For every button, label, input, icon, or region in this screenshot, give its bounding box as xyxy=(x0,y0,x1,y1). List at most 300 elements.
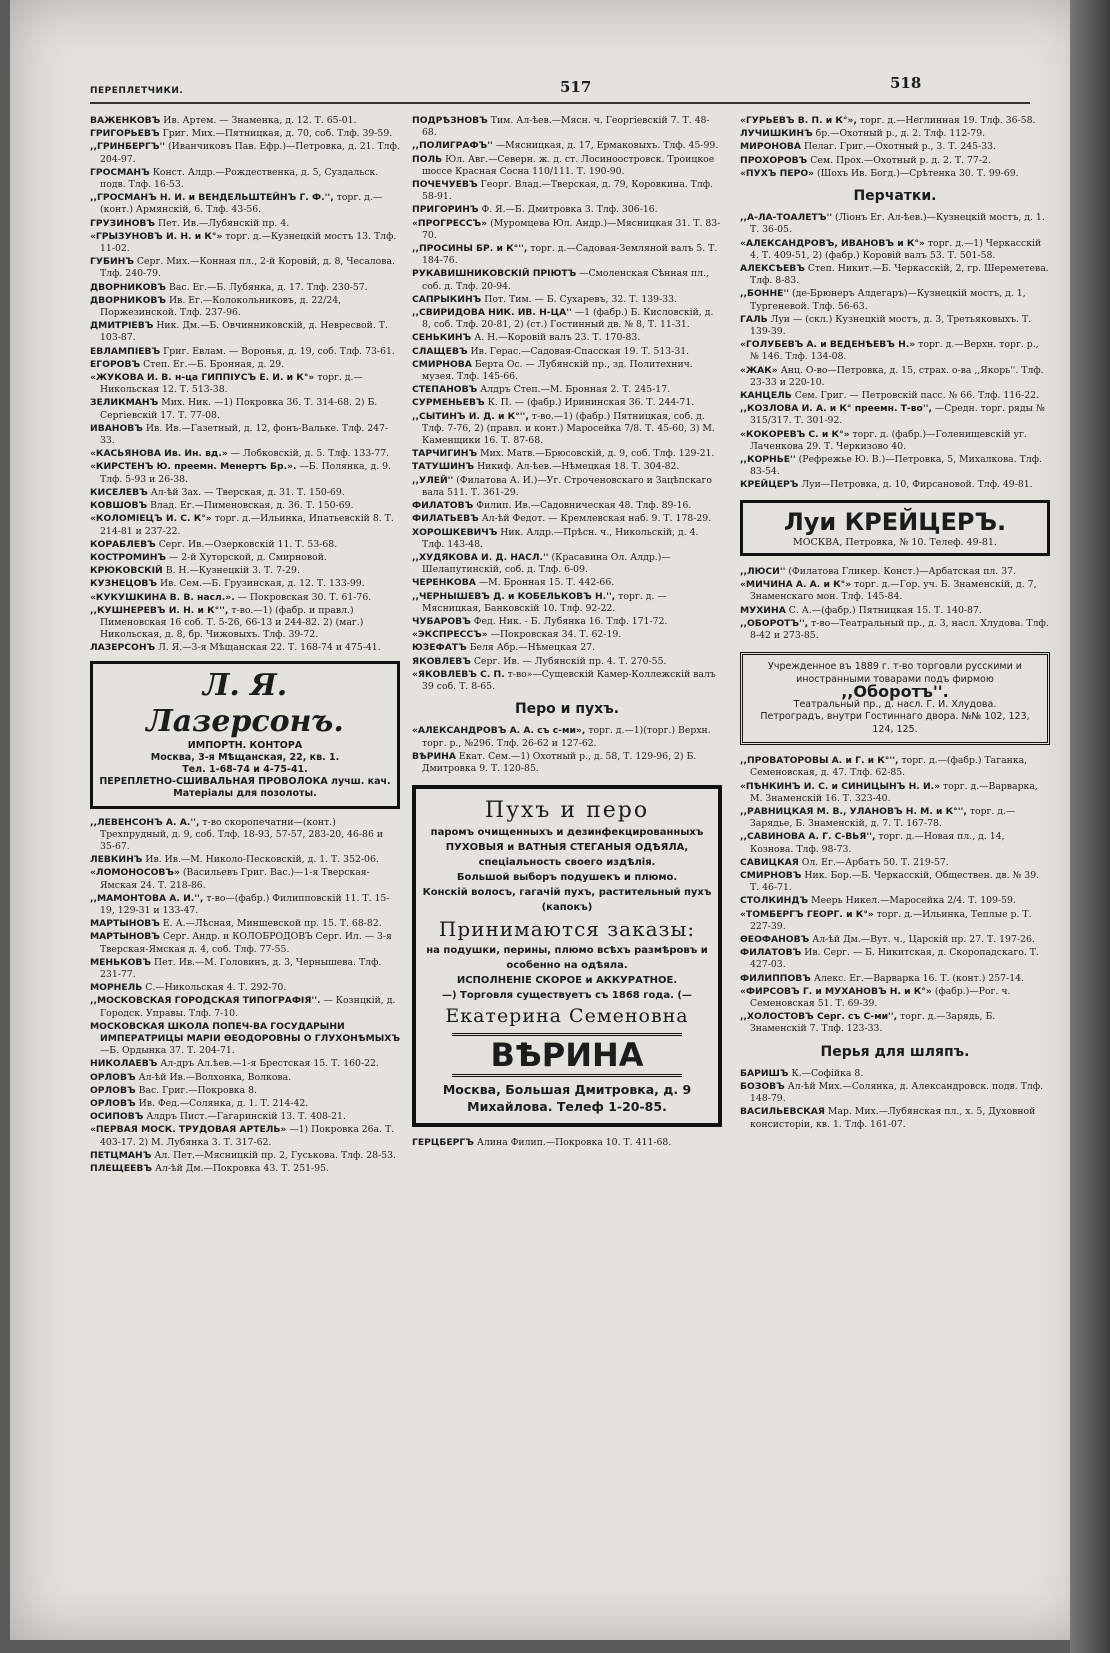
entry-details: торг. д.—Ильинка, Теплые р. Т. 227-39. xyxy=(750,908,1032,932)
entry-name: ,,УЛЕЙ'' xyxy=(412,474,454,486)
directory-entry xyxy=(90,397,400,421)
entry-name: «ПРОГРЕССЪ» xyxy=(412,217,488,229)
entry-name: ,,КОЗЛОВА И. А. и К° преемн. Т-во'', xyxy=(740,403,932,415)
entry-name: ПОЧЕЧУЕВЪ xyxy=(412,179,478,191)
entry-details: торг. д. (фабр.)—Голенищевскій уг. Лаченкова 29. Т. Черкизово 40. xyxy=(750,428,1027,452)
entry-name: «МИЧИНА А. А. и К°» xyxy=(740,579,852,591)
directory-entry xyxy=(740,781,1050,805)
entry-details: Ник. Алдр.—Прѣсн. ч., Никольскій, д. 4. Тлф. 143-48. xyxy=(422,526,699,550)
directory-entry xyxy=(90,128,400,140)
entry-name: МЕНЬКОВЪ xyxy=(90,956,152,968)
directory-entry xyxy=(90,282,400,294)
entry-name: МАРТЫНОВЪ xyxy=(90,918,160,930)
entry-name: ПРОХОРОВЪ xyxy=(740,154,808,166)
entry-details: —Б. Полянка, д. 9. Тлф. 5-93 и 26-38. xyxy=(100,461,391,485)
directory-entry xyxy=(90,1163,400,1175)
entry-details: Серг. Ив. — Лубянскій пр. 4. Т. 270-55. xyxy=(473,655,667,667)
entry-details: — 2-й Хуторской, д. Смирновой. xyxy=(169,551,327,563)
entry-name: СЕНЬКИНЪ xyxy=(412,332,472,344)
entry-name: ,,ГРОСМАНЪ Н. И. и ВЕНДЕЛЬШТЕЙНЪ Г. Ф.'', xyxy=(90,192,334,204)
entry-details: Григ. Евлам. — Воронья, д. 19, соб. Тлф. 73-61. xyxy=(163,345,395,357)
ad-verina-title: Пухъ и перо xyxy=(484,798,650,824)
column-1 xyxy=(90,115,400,1176)
directory-entry xyxy=(90,1098,400,1110)
entry-name: ,,КУШНЕРЕВЪ И. Н. и К°'', xyxy=(90,604,229,616)
entry-name: «ГОЛУБЕВЪ А. и ВЕДЕНѢЕВЪ Н.» xyxy=(740,339,916,351)
entry-details: Е. А.—Лѣсная, Миншевской пр. 15. Т. 68-82. xyxy=(162,918,382,930)
directory-entry xyxy=(412,179,722,203)
ad-lazerson-line: Тел. 1-68-74 и 4-75-41. xyxy=(182,763,308,775)
entry-details: Тим. Ал-ѣев.—Мясн. ч. Георгіевскій 7. Т. 48-68. xyxy=(422,115,710,139)
entry-details: (Иванчиковъ Пав. Ефр.)—Петровка, д. 21. Тлф. 204-97. xyxy=(100,141,400,165)
directory-entry xyxy=(90,931,400,955)
entry-name: «АЛЕКСАНДРОВЪ, ИВАНОВЪ и К°» xyxy=(740,237,925,249)
entry-details: Анц. О-во—Петровка, д. 15, страх. о-ва ,,Якорь''. Тлф. 23-33 и 220-10. xyxy=(750,364,1044,388)
entry-details: Мар. Мих.—Лубянская пл., х. 5, Духовной консисторіи, кв. 1. Тлф. 161-07. xyxy=(750,1106,1036,1130)
entry-details: Ив. Серг. — Б. Никитская, д. Скоропадскаго. Т. 427-03. xyxy=(750,947,1039,971)
entry-details: Сем. Прох.—Охотный р. д. 2. Т. 77-2. xyxy=(810,154,991,166)
directory-entry xyxy=(412,1137,722,1149)
entry-details: Георг. Влад.—Тверская, д. 79, Коровкина. Тлф. 58-91. xyxy=(422,179,714,203)
entry-details: Алдръ Степ.—М. Бронная 2. Т. 245-17. xyxy=(480,384,671,396)
directory-entry xyxy=(90,642,400,654)
directory-entry xyxy=(412,294,722,306)
directory-entry xyxy=(412,669,722,693)
directory-entry xyxy=(90,1021,400,1058)
entry-details: — Лобковскій, д. 5. Тлф. 133-77. xyxy=(230,448,390,460)
heading-pero: Перо и пухъ. xyxy=(514,701,620,718)
entry-name: КАНЦЕЛЬ xyxy=(740,390,792,402)
directory-entry xyxy=(740,895,1050,907)
directory-entry xyxy=(740,288,1050,312)
ad-lazerson-line: Москва, 3-я Мѣщанская, 22, кв. 1. xyxy=(150,751,340,763)
directory-entry xyxy=(90,854,400,866)
directory-entry xyxy=(740,1068,1050,1080)
ad-verina-address: Москва, Большая Дмитровка, д. 9 Михайлова. Телеф 1-20-85. xyxy=(442,1082,692,1115)
directory-entry xyxy=(740,479,1050,491)
entry-name: ,,РАВНИЦКАЯ М. В., УЛАНОВЪ Н. М. и К°'', xyxy=(740,805,967,817)
directory-entry xyxy=(740,390,1050,402)
directory-entry xyxy=(740,947,1050,971)
entry-name: ДВОРНИКОВЪ xyxy=(90,281,167,293)
entry-details: торг. д.—(фабр.) Таганка, Семеновская, д. 47. Тлф. 62-85. xyxy=(750,755,1028,779)
entry-details: Ал-ѣй Ив.—Волхонка, Волкова. xyxy=(138,1071,292,1083)
ad-verina-line: паромъ очищенныхъ и дезинфекцированныхъ xyxy=(430,827,704,839)
entry-name: ,,СВИРИДОВА НИК. ИВ. Н-ЦА'' xyxy=(412,307,572,319)
directory-entry xyxy=(90,500,400,512)
directory-entry xyxy=(90,592,400,604)
entry-name: ЛАЗЕРСОНЪ xyxy=(90,642,156,654)
entry-name: «КИРСТЕНЪ Ю. преемн. Менертъ Бр.». xyxy=(90,461,297,473)
directory-entry xyxy=(90,995,400,1019)
entry-name: ФИЛАТОВЪ xyxy=(740,947,802,959)
entry-name: МОРНЕЛЬ xyxy=(90,982,143,994)
ad-lazerson xyxy=(90,661,400,809)
entry-name: «КАСЬЯНОВА Ив. Ин. вд.» xyxy=(90,448,228,460)
entry-details: (де-Брюнеръ Алдегаръ)—Кузнецкій мостъ, д. 1, Тургеневой. Тлф. 56-63. xyxy=(750,288,1026,312)
directory-entry xyxy=(412,204,722,216)
ad-verina-line: на подушки, перины, плюмо всѣхъ размѣровъ и особенно на одѣяла. xyxy=(426,945,708,972)
directory-entry xyxy=(90,918,400,930)
entry-name: ФИЛИППОВЪ xyxy=(740,972,811,984)
directory-entry xyxy=(412,268,722,292)
entry-name: ,,СЫТИНЪ И. Д. и К°'', xyxy=(412,410,529,422)
entry-details: торг. д.—(конт.) Армянскій, 6. Тлф. 43-56. xyxy=(100,192,383,216)
directory-entry xyxy=(90,957,400,981)
entry-details: (Ліонъ Ег. Ал-ѣев.)—Кузнецкій мостъ, д. 1. Т. 36-05. xyxy=(750,212,1045,236)
entry-details: С. А.—(фабр.) Пятницкая 15. Т. 140-87. xyxy=(788,604,982,616)
directory-entry xyxy=(412,332,722,344)
directory-entry xyxy=(740,831,1050,855)
entry-name: ВАЖЕНКОВЪ xyxy=(90,115,161,126)
entry-name: ГРУЗИНОВЪ xyxy=(90,217,156,229)
directory-entry xyxy=(90,539,400,551)
entry-details: Л. Я.—3-я Мѣщанская 22. Т. 168-74 и 475-41. xyxy=(158,642,381,654)
entry-details: Алекс. Ег.—Варварка 16. Т. (конт.) 257-14. xyxy=(813,972,1025,984)
entry-details: Ф. Я.—Б. Дмитровка 3. Тлф. 306-16. xyxy=(481,204,658,216)
entry-details: Никиф. Ал-ѣев.—Нѣмецкая 18. Т. 304-82. xyxy=(477,461,680,473)
directory-entry xyxy=(412,346,722,358)
ad-lazerson-line: ИМПОРТН. КОНТОРА xyxy=(187,739,303,751)
entry-details: — Кознцкій, д. Городск. Управы. Тлф. 7-10. xyxy=(100,995,396,1019)
ad-verina-name: Екатерина Семеновна xyxy=(445,1005,689,1028)
entry-details: (Филатова Гликер. Конст.)—Арбатская пл. 37. xyxy=(788,565,1016,577)
directory-entry xyxy=(90,141,400,165)
entry-details: Ив. Ив.—Газетный, д. 12, фонъ-Вальке. Тлф. 247-33. xyxy=(100,422,389,447)
directory-entry xyxy=(740,909,1050,933)
entry-name: БОЗОВЪ xyxy=(740,1080,785,1092)
entry-name: ,,МАМОНТОВА А. И.'', xyxy=(90,892,204,904)
entry-details: Луи — (скл.) Кузнецкій мостъ, д. 3, Третьяковыхъ. Т. 139-39. xyxy=(750,313,1032,338)
directory-entry xyxy=(740,238,1050,262)
entry-details: Ал-ѣй Федот. — Кремлевская наб. 9. Т. 178-29. xyxy=(481,513,712,525)
entry-details: Филип. Ив.—Садовническая 48. Тлф. 89-16. xyxy=(476,500,692,512)
directory-entry xyxy=(740,566,1050,578)
entry-details: торг. д.—Верхн. торг. р., № 146. Тлф. 134-08. xyxy=(750,339,1039,363)
entry-details: Пот. Тим. — Б. Сухаревъ, 32. Т. 139-33. xyxy=(484,293,677,305)
entry-details: торг. д.—Новая пл., д. 14, Кознова. Тлф. 98-73. xyxy=(750,831,1005,855)
entry-details: К. П. — (фабр.) Ирининская 36. Т. 244-71. xyxy=(487,397,695,409)
entry-details: (Васильевъ Григ. Вас.)—1-я Тверская-Ямская 24. Т. 218-86. xyxy=(100,867,370,891)
entry-name: «ЖУКОВА И. В. н-ца ГИППІУСЪ Е. И. и К°» xyxy=(90,372,315,384)
directory-entry xyxy=(740,1011,1050,1035)
directory-entry xyxy=(90,893,400,917)
entry-name: СЛАЩЕВЪ xyxy=(412,345,468,357)
entry-name: ПОЛЬ xyxy=(412,153,443,165)
directory-entry xyxy=(740,579,1050,603)
directory-entry xyxy=(740,618,1050,642)
page-header xyxy=(90,74,1030,104)
entry-details: Серг. Ив.—Озерковскій 11. Т. 53-68. xyxy=(158,538,338,550)
entry-details: торг. д.—Зарядь, Б. Знаменскій 7. Тлф. 123-33. xyxy=(750,1011,996,1035)
section-title: ПЕРЕПЛЕТЧИКИ. xyxy=(90,86,184,96)
directory-entry xyxy=(412,527,722,551)
ad-kreizer-title: Луи КРЕЙЦЕРЪ. xyxy=(783,507,1007,536)
entry-details: торг. д.—Садовая-Земляной валъ 5. Т. 184-76. xyxy=(422,243,718,267)
ad-lazerson-title: Л. Я. Лазерсонъ. xyxy=(146,667,344,739)
entry-name: «ПѢНКИНЪ И. С. и СИНИЦЫНЪ Н. И.» xyxy=(740,780,941,792)
entry-name: «ГРЫЗУНОВЪ И. Н. и К°» xyxy=(90,230,223,242)
directory-entry xyxy=(90,1150,400,1162)
entry-name: ГЕРЦБЕРГЪ xyxy=(412,1137,474,1149)
directory-entry xyxy=(740,454,1050,478)
entry-details: Беля Абр.—Нѣмецкая 27. xyxy=(469,642,595,654)
entry-details: А. Н.—Коровій валъ 23. Т. 170-83. xyxy=(474,332,641,344)
directory-entry xyxy=(412,513,722,525)
entry-name: ,,ГРИНБЕРГЪ'' xyxy=(90,141,166,153)
entry-name: ДМИТРІЕВЪ xyxy=(90,320,154,332)
ad-verina-line: ПУХОВЫЯ и ВАТНЫЯ СТЕГАНЫЯ ОДѢЯЛА, xyxy=(445,842,689,854)
entry-name: САПРЫКИНЪ xyxy=(412,293,482,305)
entry-name: ПЛЕЩЕЕВЪ xyxy=(90,1163,152,1175)
entry-name: ВѢРИНА xyxy=(412,750,456,762)
entry-name: ,,ПРОСИНЫ БР. и К°'', xyxy=(412,243,528,255)
ad-oborot-brand: ,,Оборотъ''. xyxy=(841,682,949,702)
directory-entry xyxy=(412,642,722,654)
directory-entry xyxy=(412,725,722,749)
entry-name: ,,МОСКОВСКАЯ ГОРОДСКАЯ ТИПОГРАФІЯ''. xyxy=(90,995,321,1007)
entry-details: С.—Никольская 4. Т. 292-70. xyxy=(145,982,287,994)
directory-entry xyxy=(740,605,1050,617)
entry-name: ,,ЛЕВЕНСОНЪ А. А.'', xyxy=(90,816,200,828)
ad-verina-line: Конскій волосъ, гагачій пухъ, растительный пухъ (капокъ) xyxy=(422,887,712,914)
entry-details: торг. д.—Никольская 12. Т. 513-38. xyxy=(100,372,363,396)
directory-entry xyxy=(412,577,722,589)
entry-details: Ник. Бор.—Б. Черкасскій, Обществен. дв. № 39. Т. 46-71. xyxy=(750,869,1040,894)
entry-details: торг. д.—Гор. уч. Б. Знаменскій, д. 7, Знаменскаго мон. Тлф. 145-84. xyxy=(750,579,1037,603)
directory-entry xyxy=(412,218,722,242)
entry-details: Ал-ѣй Мих.—Солянка, д. Александровск. подв. Тлф. 148-79. xyxy=(750,1080,1044,1105)
directory-entry xyxy=(740,168,1050,180)
entry-details: Серг. Андр. и КОЛОБРОДОВЪ Серг. Ил. — 3-я Тверская-Ямская д. 4, соб. Тлф. 77-55. xyxy=(100,931,392,955)
entry-name: ФИЛАТОВЪ xyxy=(412,500,474,512)
directory-entry xyxy=(740,1081,1050,1105)
entry-name: ХОРОШКЕВИЧЪ xyxy=(412,526,498,538)
entry-name: ГУБИНЪ xyxy=(90,256,134,268)
directory-entry xyxy=(740,429,1050,453)
entry-name: ЯКОВЛЕВЪ xyxy=(412,655,471,667)
directory-entry xyxy=(90,167,400,191)
entry-name: ,,ЧЕРНЫШЕВЪ Д. и КОБЕЛЬКОВЪ Н.'', xyxy=(412,590,616,602)
entry-name: «КОЛОМІЕЦЪ И. С. К°» xyxy=(90,513,212,525)
entry-name: КОСТРОМИНЪ xyxy=(90,551,167,563)
directory-entry xyxy=(412,751,722,775)
entry-name: КРЮКОВСКІЙ xyxy=(90,565,163,577)
entry-details: Юл. Авг.—Северн. ж. д. ст. Лосиноостровск. Троицкое шоссе Красная Сосна 110/111. Т. 190-90. xyxy=(422,153,715,177)
ad-lazerson-line: ПЕРЕПЛЕТНО-СШИВАЛЬНАЯ ПРОВОЛОКА лучш. кач. Матеріалы для позолоты. xyxy=(99,775,391,799)
entry-details: Вас. Григ.—Покровка 8. xyxy=(138,1084,257,1096)
entry-details: (Муромцева Юл. Андр.)—Мясницкая 31. Т. 83-70. xyxy=(422,217,721,241)
entry-name: РУКАВИШНИКОВСКІЙ ПРІЮТЪ xyxy=(412,268,577,280)
directory-page xyxy=(10,0,1090,1640)
entry-name: ,,КОРНЬЕ'' xyxy=(740,454,796,466)
entry-name: ОРЛОВЪ xyxy=(90,1098,136,1109)
entry-name: ,,ПРОВАТОРОВЫ А. и Г. и К°'', xyxy=(740,755,899,767)
ad-kreizer-line: МОСКВА, Петровка, № 10. Телеф. 49-81. xyxy=(793,536,997,548)
directory-entry xyxy=(90,1111,400,1123)
entry-name: «ЭКСПРЕССЪ» xyxy=(412,629,488,641)
entry-name: ЛЕВКИНЪ xyxy=(90,854,143,866)
directory-entry xyxy=(90,115,400,127)
entry-name: ИВАНОВЪ xyxy=(90,422,143,434)
entry-details: —1) Покровка 26а. Т. 403-17. 2) М. Лубянка 3. Т. 317-62. xyxy=(100,1124,395,1148)
entry-details: т-во—Театральный пр., д. 3, насл. Хлудова. Тлф. 8-42 и 273-85. xyxy=(750,617,1049,641)
entry-name: «ТОМБЕРГЪ ГЕОРГ. и К°» xyxy=(740,908,874,920)
ad-kreizer xyxy=(740,500,1050,556)
directory-entry xyxy=(412,461,722,473)
entry-details: Берта Ос. — Лубянскій пр., зд. Политехнич. музея. Тлф. 145-66. xyxy=(422,358,693,383)
entry-name: «ПЕРВАЯ МОСК. ТРУДОВАЯ АРТЕЛЬ» xyxy=(90,1124,287,1136)
entry-details: Алдръ Пист.—Гагаринскій 13. Т. 408-21. xyxy=(146,1111,346,1123)
directory-entry xyxy=(90,565,400,577)
ad-verina-big: ВѢРИНА xyxy=(452,1033,682,1077)
entry-name: КОВШОВЪ xyxy=(90,500,148,512)
directory-entry xyxy=(412,656,722,668)
directory-entry xyxy=(90,295,400,319)
entry-details: Меерь Никел.—Маросейка 2/4. Т. 109-59. xyxy=(811,895,1016,907)
entry-details: —Мясницкая, д. 17, Ермаковыхъ. Тлф. 45-99. xyxy=(495,140,719,152)
ad-verina-line: спеціальность своего издѣлія. xyxy=(478,857,656,869)
entry-details: торг. д.—Зарядье, Б. Знаменскій, д. 7. Т. 167-78. xyxy=(750,805,1016,830)
entry-details: Мих. Ник. —1) Покровка 36. Т. 314-68. 2) Б. Сергіевскій 17. Т. 77-08. xyxy=(100,397,378,421)
directory-entry xyxy=(90,1085,400,1097)
directory-entry xyxy=(412,616,722,628)
entry-name: ,,ХУДЯКОВА И. Д. НАСЛ.'' xyxy=(412,551,549,563)
ad-verina-accept: Принимаются заказы: xyxy=(438,917,696,942)
entry-name: ,,ХОЛОСТОВЪ Серг. съ С-ми'', xyxy=(740,1011,898,1023)
entry-name: ПОДРѢЗНОВЪ xyxy=(412,115,488,126)
directory-entry xyxy=(90,256,400,280)
directory-entry xyxy=(90,218,400,230)
entry-details: —Б. Ордынка 37. Т. 204-71. xyxy=(100,1045,235,1057)
directory-entry xyxy=(90,192,400,216)
entry-name: «АЛЕКСАНДРОВЪ А. А. съ с-ми», xyxy=(412,725,586,737)
directory-entry xyxy=(90,320,400,344)
entry-details: Влад. Ег.—Пименовская, д. 36. Т. 150-69. xyxy=(150,500,354,512)
directory-entry xyxy=(90,1072,400,1084)
heading-perchatki: Перчатки. xyxy=(853,188,937,205)
entry-name: «ФИРСОВЪ Г. и МУХАНОВЪ Н. и К°» xyxy=(740,985,932,997)
entry-details: Серг. Мих.—Конная пл., 2-й Коровій, д. 8, Чесалова. Тлф. 240-79. xyxy=(100,256,395,280)
directory-entry xyxy=(90,1058,400,1070)
directory-entry xyxy=(740,155,1050,167)
entry-name: ДВОРНИКОВЪ xyxy=(90,294,167,306)
directory-entry xyxy=(740,934,1050,946)
entry-details: Ив. Сем.—Б. Грузинская, д. 12. Т. 133-99. xyxy=(160,578,365,590)
entry-name: ЕВЛАМПІЕВЪ xyxy=(90,345,161,357)
entry-name: МИРОНОВА xyxy=(740,141,801,153)
entry-details: Конст. Алдр.—Рождественка, д. 5, Суздальск. подв. Тлф. 16-53. xyxy=(100,166,379,191)
ad-oborot-line: Театральный пр., д. насл. Г. И. Хлудова. xyxy=(793,698,997,710)
directory-entry xyxy=(90,372,400,396)
directory-entry xyxy=(412,629,722,641)
directory-entry xyxy=(740,755,1050,779)
entry-name: АЛЕКСѢЕВЪ xyxy=(740,263,805,275)
entry-details: Ив. Артем. — Знаменка, д. 12. Т. 65-01. xyxy=(163,115,357,126)
entry-name: КОРАБЛЕВЪ xyxy=(90,538,156,550)
ad-oborot-line: Учрежденное въ 1889 г. т-во торговли русскими и иностранными товарами подъ фирмою xyxy=(768,661,1022,685)
entry-details: Пет. Ив.—М. Головинъ, д. 3, Чернышева. Тлф. 231-77. xyxy=(100,956,382,980)
ad-verina-line: ИСПОЛНЕНІЕ СКОРОЕ и АККУРАТНОЕ. xyxy=(456,975,678,987)
entry-details: (Шохъ Ив. Богд.)—Срѣтенка 30. Т. 99-69. xyxy=(817,167,1019,179)
directory-entry xyxy=(740,128,1050,140)
entry-name: «КОКОРЕВЪ С. и К°» xyxy=(740,428,850,440)
entry-details: т-во скоропечатни—(конт.) Трехпрудный, д. 9, соб. Тлф. 18-93, 57-57, 283-20, 46-86 и 35-67. xyxy=(100,816,384,852)
directory-entry xyxy=(90,513,400,537)
entry-details: Степ. Ег.—Б. Бронная, д. 29. xyxy=(143,358,285,370)
directory-entry xyxy=(90,231,400,255)
entry-name: «КУКУШКИНА В. В. насл.». xyxy=(90,591,235,603)
entry-details: К.—Софійка 8. xyxy=(791,1067,864,1079)
entry-details: (Рефрежье Ю. В.)—Петровка, 5, Михалкова. Тлф. 83-54. xyxy=(750,454,1042,478)
entry-name: СУРМЕНЬЕВЪ xyxy=(412,397,485,409)
directory-entry xyxy=(740,870,1050,894)
directory-entry xyxy=(412,500,722,512)
entry-details: — Покровская 30. Т. 61-76. xyxy=(237,591,372,603)
ad-verina-line: Большой выборъ подушекъ и плюмо. xyxy=(456,872,678,884)
directory-entry xyxy=(740,339,1050,363)
entry-details: Пелаг. Григ.—Охотный р., 3. Т. 245-33. xyxy=(803,141,997,153)
entry-details: (фабр.)—Рог. ч. Семеновская 51. Т. 69-39. xyxy=(750,985,1011,1009)
directory-entry xyxy=(90,605,400,642)
entry-name: ПЕТЦМАНЪ xyxy=(90,1149,152,1161)
entry-name: МАРТЫНОВЪ xyxy=(90,931,160,943)
entry-name: ЧУБАРОВЪ xyxy=(412,615,471,627)
entry-details: Ал-дръ Ал.ѣев.—1-я Брестская 15. Т. 160-22. xyxy=(160,1058,379,1070)
directory-entry xyxy=(90,487,400,499)
entry-name: «ГУРЬЕВЪ В. П. и К°», xyxy=(740,115,857,126)
entry-name: ,,БОННЕ'' xyxy=(740,288,790,300)
entry-name: ТАРЧИГИНЪ xyxy=(412,448,478,460)
directory-entry xyxy=(740,857,1050,869)
directory-entry xyxy=(740,141,1050,153)
entry-name: ,,А-ЛА-ТОАЛЕТЪ'' xyxy=(740,212,833,224)
directory-entry xyxy=(90,817,400,854)
entry-name: «ЛОМОНОСОВЪ» xyxy=(90,867,180,879)
column-2 xyxy=(412,115,722,1150)
entry-details: торг. д.—Варварка, М. Знаменскій 16. Т. 323-40. xyxy=(750,780,1038,804)
entry-name: МОСКОВСКАЯ ШКОЛА ПОПЕЧ-ВА ГОСУДАРЫНИ ИМПЕРАТРИЦЫ МАРІИ ѲЕОДОРОВНЫ О ГЛУХОНѢМЫХЪ xyxy=(90,1020,400,1044)
entry-name: ЕГОРОВЪ xyxy=(90,358,141,370)
entry-details: Степ. Никит.—Б. Черкасскій, 2, гр. Шереметева. Тлф. 8-83. xyxy=(750,263,1049,287)
directory-entry xyxy=(412,475,722,499)
entry-details: —Покровская 34. Т. 62-19. xyxy=(490,629,622,641)
entry-name: ,,ОБОРОТЪ'', xyxy=(740,617,809,629)
entry-name: ,,ЛЮСИ'' xyxy=(740,565,786,577)
entry-details: Вас. Ег.—Б. Лубянка, д. 17. Тлф. 230-57. xyxy=(169,281,368,293)
entry-details: Ив. Герас.—Садовая-Спасская 19. Т. 513-31. xyxy=(470,345,690,357)
page-number-right: 518 xyxy=(890,74,922,92)
entry-name: ОРЛОВЪ xyxy=(90,1071,136,1083)
entry-details: —1 (фабр.) Б. Кисловскій, д. 8, соб. Тлф. 20-81, 2) (ст.) Гостинный дв. № 8, Т. 11-31. xyxy=(422,307,714,331)
entry-details: (Красавина Ол. Алдр.)—Шелапутинскій, соб. д. Тлф. 6-09. xyxy=(422,551,671,576)
ad-verina-line: —) Торговля существуетъ съ 1868 года. (— xyxy=(442,990,692,1002)
entry-details: Ал-ѣй Дм.—Покровка 43. Т. 251-95. xyxy=(154,1163,329,1175)
directory-entry xyxy=(740,973,1050,985)
entry-details: Ник. Дм.—Б. Овчинниковскій, д. Невресвой. Т. 103-87. xyxy=(100,320,388,344)
entry-details: —Смоленская Сѣнная пл., соб. д. Тлф. 20-94. xyxy=(422,268,709,292)
entry-name: ГРИГОРЬЕВЪ xyxy=(90,128,160,140)
entry-details: Ив. Фед.—Солянка, д. 1. Т. 214-42. xyxy=(138,1098,309,1109)
entry-name: МУХИНА xyxy=(740,604,786,616)
directory-entry xyxy=(412,359,722,383)
directory-entry xyxy=(412,448,722,460)
directory-entry xyxy=(90,359,400,371)
entry-name: СТОЛКИНДЪ xyxy=(740,895,809,907)
directory-entry xyxy=(740,403,1050,427)
directory-entry xyxy=(90,982,400,994)
directory-entry xyxy=(90,1124,400,1148)
